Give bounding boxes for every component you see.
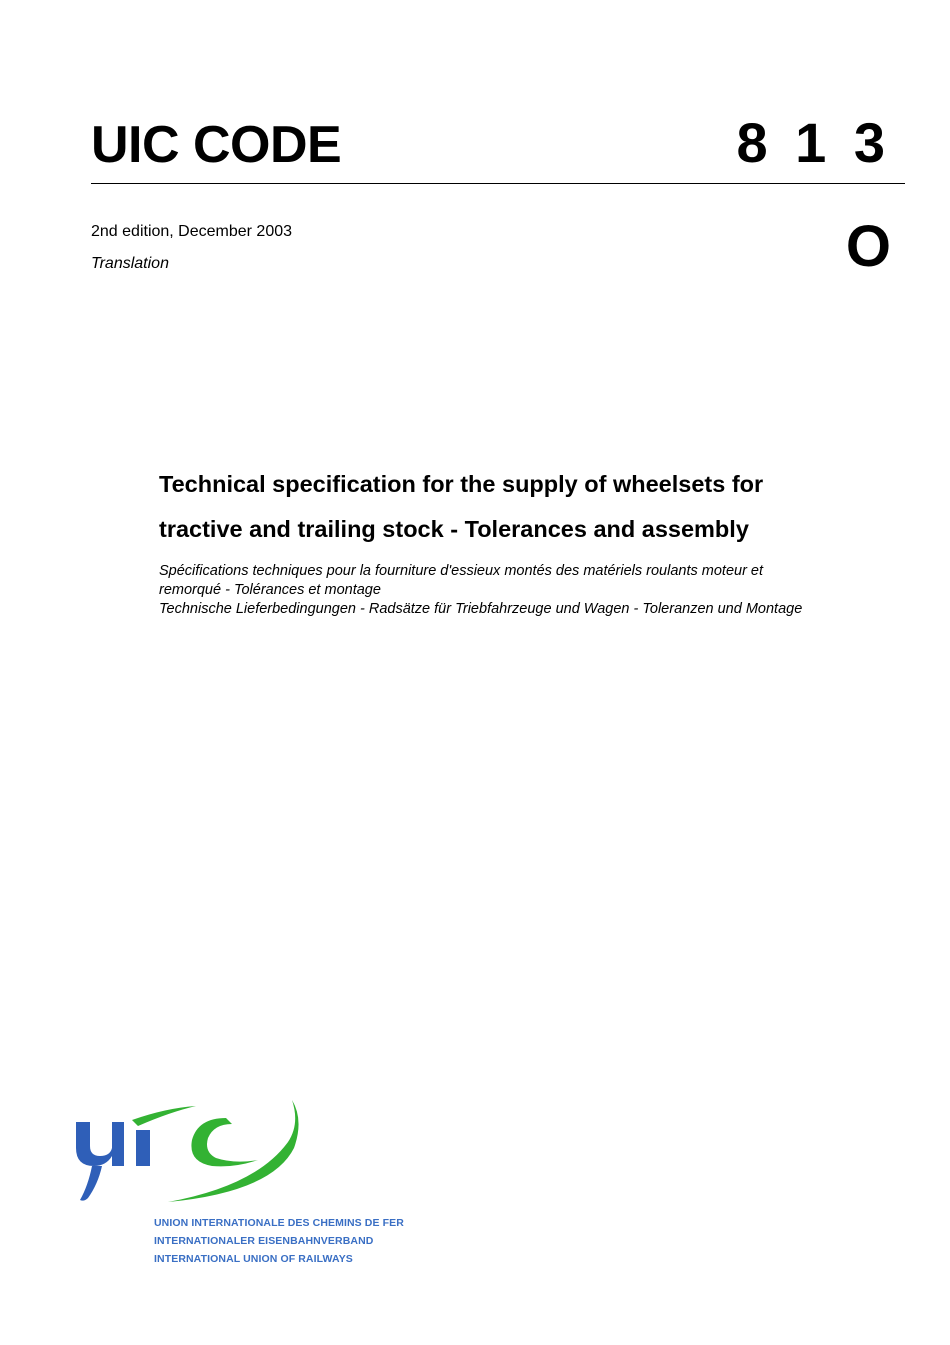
logo-line-en: INTERNATIONAL UNION OF RAILWAYS bbox=[154, 1253, 353, 1265]
document-title bbox=[159, 462, 899, 552]
logo-caption bbox=[154, 1214, 404, 1268]
document-title-line-1: Technical specification for the supply of wheelsets for bbox=[159, 471, 764, 497]
logo-line-de: INTERNATIONALER EISENBAHNVERBAND bbox=[154, 1235, 374, 1247]
status-letter: O bbox=[845, 214, 891, 279]
code-number: 8 1 3 bbox=[736, 111, 891, 174]
document-title-line-2: tractive and trailing stock - Tolerances and assembly bbox=[159, 516, 749, 542]
edition-text: 2nd edition, December 2003 bbox=[91, 223, 293, 240]
logo-letter-i bbox=[136, 1130, 150, 1166]
uic-logo-mark bbox=[66, 1090, 316, 1220]
uic-logo bbox=[66, 1090, 446, 1280]
logo-u-tail bbox=[80, 1166, 102, 1201]
logo-line-fr: UNION INTERNATIONALE DES CHEMINS DE FER bbox=[154, 1217, 404, 1229]
code-title: UIC CODE bbox=[91, 116, 342, 174]
header-divider bbox=[91, 183, 905, 184]
translated-titles bbox=[159, 562, 899, 619]
german-title: Technische Lieferbedingungen - Radsätze für Triebfahrzeuge und Wagen - Toleranzen und Montage bbox=[159, 601, 803, 617]
logo-swoosh bbox=[168, 1100, 299, 1202]
translation-label: Translation bbox=[91, 255, 169, 272]
french-title-line-1: Spécifications techniques pour la fourniture d'essieux montés des matériels roulants moteur et bbox=[159, 563, 764, 579]
french-title-line-2: remorqué - Tolérances et montage bbox=[159, 582, 381, 598]
logo-letter-u bbox=[76, 1122, 124, 1166]
logo-letter-c bbox=[191, 1118, 258, 1166]
logo-i-dot bbox=[132, 1106, 196, 1126]
